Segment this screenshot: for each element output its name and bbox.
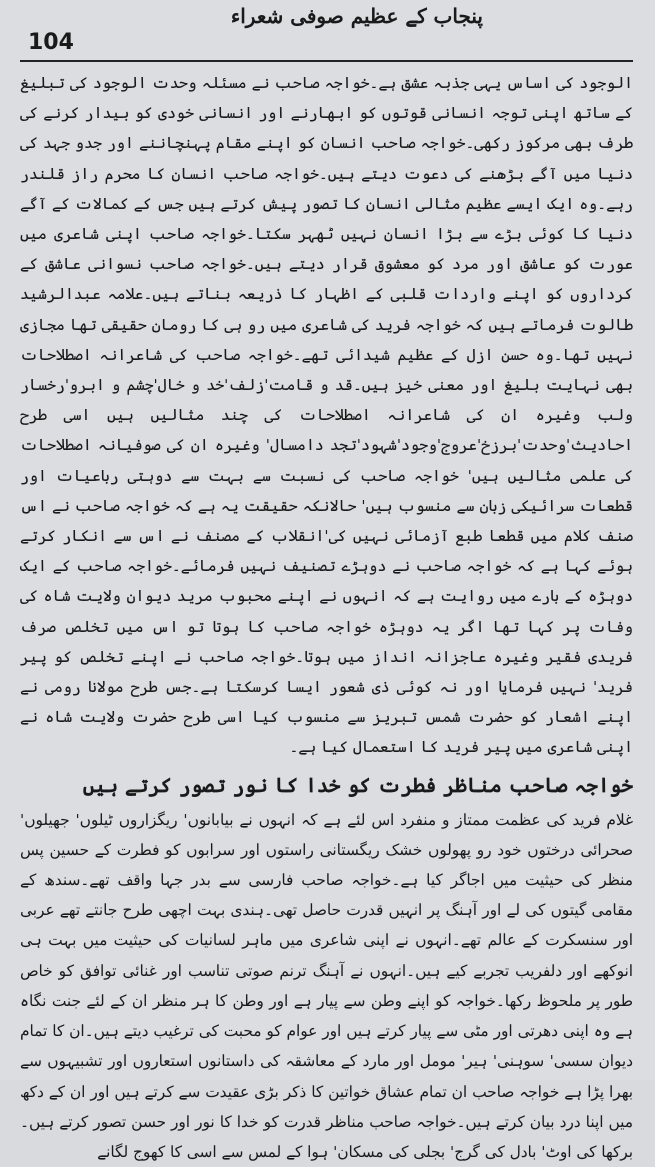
body-text [20, 68, 633, 1167]
paragraph-1: الوجود کی اساس یہی جذبہ عشق ہے۔خواجہ صاحب نے مسئلہ وحدت الوجود کی تبلیغ کے ساتھ اپنی توجہ انسانی قوتوں کو ابھارنے اور انسانی خودی کو بیدار کرنے کی طرف بھی مرکوز رکھی۔خواجہ صاحب انسان کو اپنے مقام پہنچاننے اور جدو جہد کی دنیا میں آگے بڑھنے کی دعوت دیتے ہیں۔خواجہ صاحب انسان کا محرم راز قلندر رہے۔وہ ایک ایسے عظیم مثالی انسان کا تصور پیش کرتے ہیں جس کے کمالات کے آگے دنیا کا کوئی بڑے سے بڑا انسان نہیں ٹھہر سکتا۔خواجہ صاحب اپنی شاعری میں عورت کو عاشق اور مرد کو معشوق قرار دیتے ہیں۔خواجہ صاحب نسوانی عاشق کے کرداروں کو اپنے واردات قلبی کے اظہار کا ذریعہ بناتے ہیں۔علامہ عبدالرشید طالوت فرماتے ہیں کہ خواجہ فرید کی شاعری میں رو ہی کا رومان حقیقی تھا مجازی نہیں تھا۔وہ حسن ازل کے عظیم شیدائی تھے۔خواجہ صاحب کی شاعرانہ اصطلاحات بھی نہایت بلیغ اور معنی خیز ہیں۔قد و قامت'زلف'خد و خال'چشم و ابرو'رخسار ولب وغیرہ ان کی شاعرانہ اصطلاحات کی چند مثالیں ہیں اسی طرح احادیث'وحدت'برزخ'عروج'وجود'شہود'تجد دامسال' وغیرہ ان کی صوفیانہ اصطلاحات کی علمی مثالیں ہیں' خواجہ صاحب کی نسبت سے بہت سے دوہتی رباعیات اور قطعات سرائیکی زبان سے منسوب ہیں' حالانکہ حقیقت یہ ہے کہ خواجہ صاحب نے اس صنف کلام میں قطعا طبع آزمائی نہیں کی'انقلاب کے مصنف نے اس سے انکار کرتے ہوئے کہا ہے کہ خواجہ صاحب نے دوہڑے تصنیف نہیں فرمائے۔خواجہ صاحب کے ایک دوہڑہ کے بارے میں روایت ہے کہ انہوں نے اپنے محبوب مرید دیوان ولایت شاہ کی وفات پر کہا تھا اگر یہ دوہڑہ خواجہ صاحب کا ہوتا تو اس میں تخلص صرف فریدی فقیر وغیرہ عاجزانہ انداز میں ہوتا۔خواجہ صاحب نے اپنے تخلص کو پیر فرید' نہیں فرمایا اور نہ کوئی ذی شعور ایسا کرسکتا ہے۔جس طرح مولانا رومی نے اپنے اشعار کو حضرت شمس تبریز سے منسوب کیا اسی طرح حضرت ولایت شاہ نے اپنی شاعری میں پیر فرید کا استعمال کیا ہے۔ [20, 74, 633, 757]
section-heading: خواجہ صاحب مناظر فطرت کو خدا کا نور تصور کرتے ہیں [82, 772, 633, 797]
header-rule [20, 60, 633, 62]
page-header [20, 0, 633, 58]
running-head: پنجاب کے عظیم صوفی شعراء [230, 4, 483, 28]
paragraph-2: غلام فرید کی عظمت ممتاز و منفرد اس لئے ہے کہ انہوں نے بیابانوں' ریگزاروں ٹیلوں' جھیلوں' صحرائی درختوں خود رو پھولوں خشک ریگستانی راستوں اور سرابوں کو فطرت کے حسین پس منظر کی حیثیت میں اجاگر کیا ہے۔خواجہ صاحب فارسی سے بدر جہا واقف تھے۔سندھ کے مقامی گیتوں کی لے اور آہنگ پر انہیں قدرت حاصل تھی۔ہندی بہت اچھی طرح جانتے تھے عربی اور سنسکرت کے عالم تھے۔انہوں نے اپنی شاعری میں ماہر لسانیات کی حیثیت میں بہت ہی انوکھے اور دلفریب تجربے کیے ہیں۔انہوں نے آہنگ ترنم صوتی تناسب اور غنائی توافق کو خاص طور پر ملحوظ رکھا۔خواجہ کو اپنے وطن سے پیار ہے اور وطن کا ہر منظر ان کے لئے جنت نگاہ ہے وہ اپنی دھرتی اور مٹی سے پیار کرتے ہیں اور عوام کو محبت کی ترغیب دیتے ہیں۔ان کا تمام دیوان سسی' سوہنی' ہیر' مومل اور مارد کے معاشقہ کی داستانوں استعاروں اور تشبیہوں سے بھرا پڑا ہے خواجہ صاحب ان تمام عشاق خواتین کا ذکر بڑی عقیدت سے کرتے ہیں اور ان کے دکھ میں اپنا درد بیان کرتے ہیں۔خواجہ صاحب مناظر قدرت کو خدا کا نور اور حسن تصور کرتے ہیں۔برکھا کی اوٹ' بادل کی گرج' بجلی کی مسکان' ہوا کے لمس سے اسی کا کھوج لگانے [20, 810, 633, 1161]
page-number: 104 [28, 30, 74, 55]
